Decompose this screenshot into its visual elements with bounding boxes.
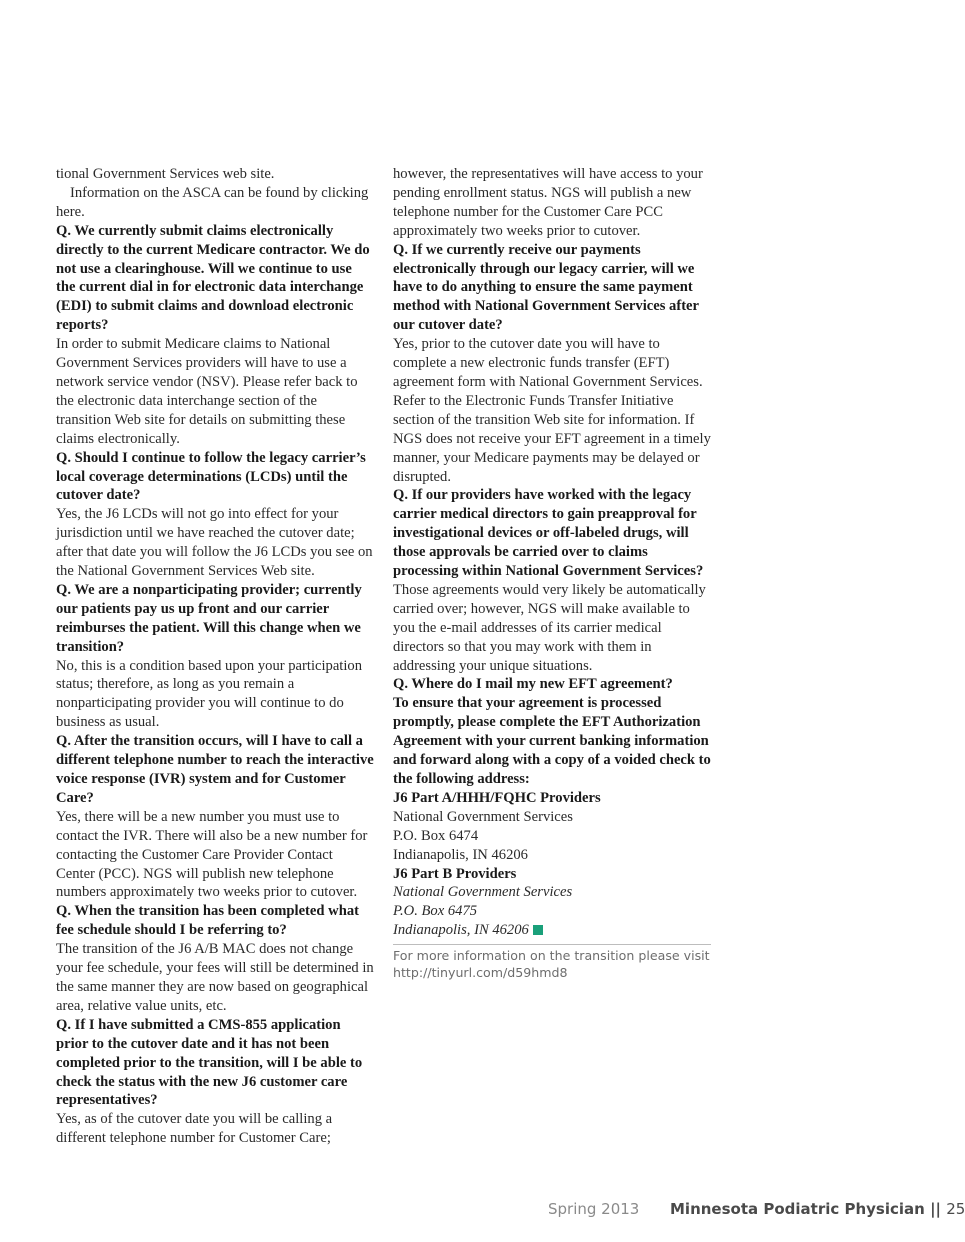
- question-8: Q. If our providers have worked with the legacy carrier medical directors to gain preapproval for investigational devices or off-labeled drugs, will those approvals be carried over to claims processing within National Government Services?: [393, 487, 704, 580]
- address-part-a-heading: J6 Part A/HHH/FQHC Providers: [393, 789, 601, 806]
- answer-9-instructions: To ensure that your agreement is processed promptly, please complete the EFT Authorization Agreement with your current banking information and forward along with a copy of a voided check to the following address:: [393, 695, 711, 787]
- address-part-a-line: National Government Services: [393, 808, 573, 825]
- question-4: Q. After the transition occurs, will I have to call a different telephone number to reach the interactive voice response (IVR) system and for Customer Care?: [56, 733, 374, 806]
- question-1: Q. We currently submit claims electronically directly to the current Medicare contractor. We do not use a clearinghouse. Will we continue to use the current dial in for electronic data interchange (EDI) to submit claims and download electronic reports?: [56, 222, 370, 334]
- answer-2: Yes, the J6 LCDs will not go into effect for your jurisdiction until we have reached the cutover date; after that date you will follow the J6 LCDs you see on the National Government Services Web site.: [56, 506, 373, 580]
- address-part-b-line: P.O. Box 6475: [393, 903, 478, 920]
- answer-1: In order to submit Medicare claims to National Government Services providers will have to use a network service vendor (NSV). Please refer back to the electronic data interchange section of the transition Web site for details on submitting these claims electronically.: [56, 336, 358, 447]
- answer-6-continued: however, the representatives will have access to your pending enrollment status. NGS will publish a new telephone number for the Customer Care PCC approximately two weeks prior to cutover.: [393, 166, 703, 239]
- address-part-b-heading: J6 Part B Providers: [393, 865, 517, 882]
- question-2: Q. Should I continue to follow the legacy carrier’s local coverage determinations (LCDs) until the cutover date?: [56, 449, 366, 504]
- page-number: 25: [946, 1200, 965, 1218]
- page-footer: [548, 1200, 965, 1222]
- question-5: Q. When the transition has been completed what fee schedule should I be referring to?: [56, 903, 359, 939]
- answer-7: Yes, prior to the cutover date you will have to complete a new electronic funds transfer (EFT) agreement form with National Government Services. Refer to the Electronic Funds Transfer Initiative section of the transition Web site for information. If NGS does not receive your EFT agreement in a timely manner, your Medicare payments may be delayed or disrupted.: [393, 336, 711, 485]
- address-part-a-line: P.O. Box 6474: [393, 827, 479, 844]
- address-part-b-line: National Government Services: [393, 884, 573, 901]
- question-9: Q. Where do I mail my new EFT agreement?: [393, 676, 673, 693]
- footer-season: Spring 2013: [548, 1200, 640, 1218]
- paragraph-asca-info: Information on the ASCA can be found by clicking here.: [56, 184, 369, 220]
- publication-name: Minnesota Podiatric Physician: [670, 1200, 925, 1218]
- answer-3: No, this is a condition based upon your participation status; therefore, as long as you remain a nonparticipating provider you will continue to do business as usual.: [56, 657, 363, 731]
- address-part-b-city: Indianapolis, IN 46206: [393, 922, 529, 939]
- answer-6: Yes, as of the cutover date you will be calling a different telephone number for Customer Care;: [56, 1111, 333, 1147]
- question-7: Q. If we currently receive our payments electronically through our legacy carrier, will we have to do anything to ensure the same payment method with National Government Services after our cutover date?: [393, 241, 699, 334]
- answer-8: Those agreements would very likely be automatically carried over; however, NGS will make available to you the e-mail addresses of its carrier medical directors so that you may work with them in addressing your unique situations.: [393, 581, 706, 674]
- end-of-article-square-icon: [533, 925, 543, 935]
- footer-publication-title: [670, 1200, 965, 1218]
- more-info-link[interactable]: http://tinyurl.com/d59hmd8: [393, 965, 568, 981]
- paragraph: tional Government Services web site.: [56, 166, 275, 182]
- right-column: [393, 165, 711, 981]
- footer-separator: ||: [930, 1200, 942, 1218]
- answer-4: Yes, there will be a new number you must use to contact the IVR. There will also be a new number for contacting the Customer Care Provider Contact Center (PCC). NGS will publish new telephone numbers approximately two weeks prior to cutover.: [56, 808, 368, 901]
- more-info-text: For more information on the transition please visit: [393, 948, 710, 964]
- address-part-a-line: Indianapolis, IN 46206: [393, 846, 528, 863]
- question-3: Q. We are a nonparticipating provider; currently our patients pay us up front and our carrier reimburses the patient. Will this change when we transition?: [56, 581, 362, 655]
- address-part-b-last-line: [393, 921, 711, 940]
- question-6: Q. If I have submitted a CMS-855 application prior to the cutover date and it has not been completed prior to the transition, will I be able to check the status with the new J6 customer care representatives?: [56, 1016, 363, 1109]
- more-info-box: [393, 944, 711, 981]
- answer-5: The transition of the J6 A/B MAC does not change your fee schedule, your fees will still be determined in the same manner they are now based on geographical area, relative value units, etc.: [56, 941, 374, 1014]
- left-column: [56, 165, 374, 1148]
